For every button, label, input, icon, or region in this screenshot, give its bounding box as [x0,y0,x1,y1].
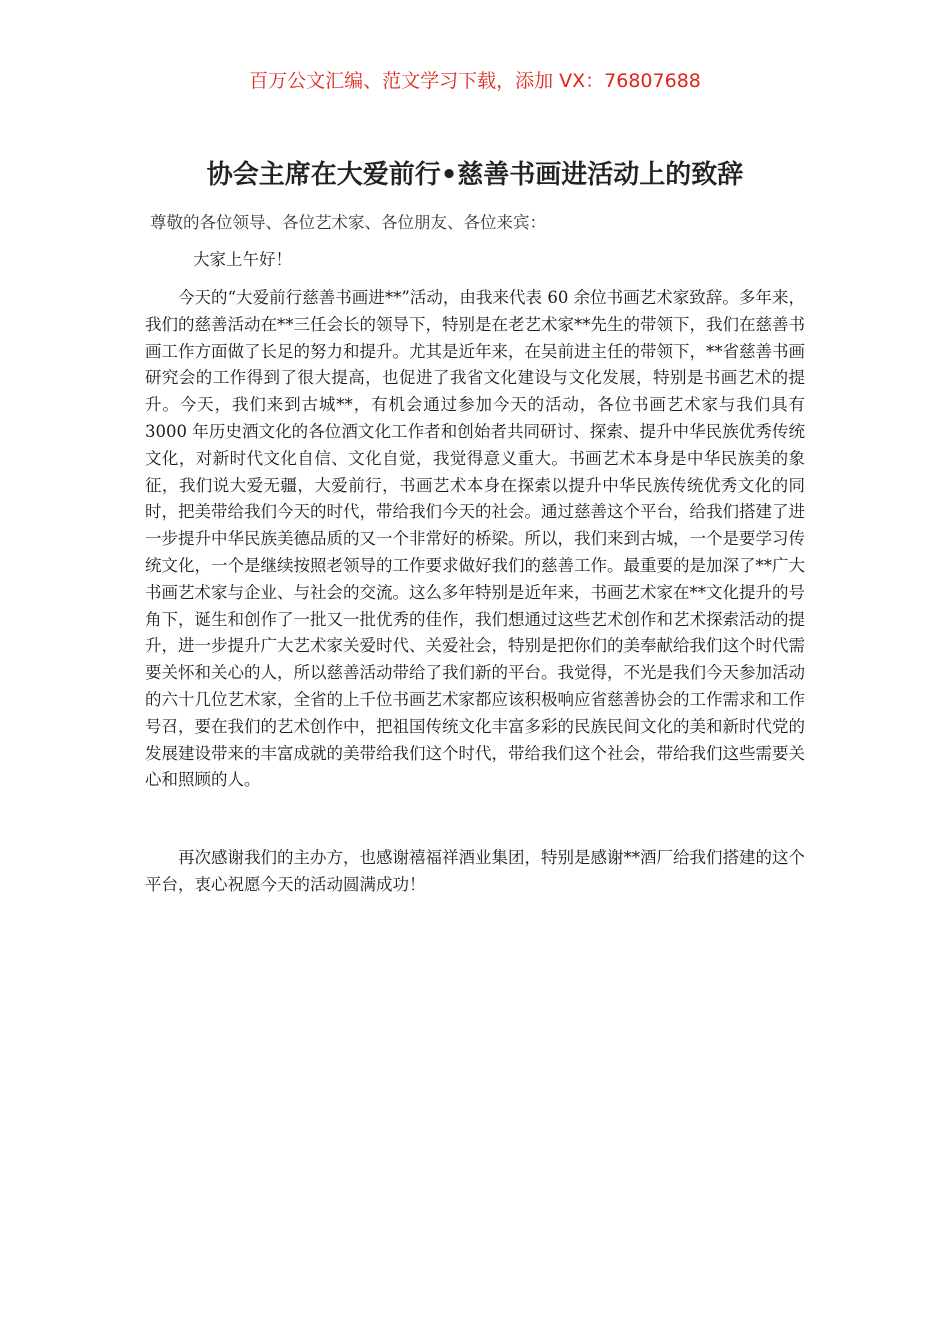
salutation: 尊敬的各位领导、各位艺术家、各位朋友、各位来宾： [150,213,546,232]
body-paragraph: 今天的“大爱前行慈善书画进**”活动，由我来代表 60 余位书画艺术家致辞。多年来，我们的慈善活动在**三任会长的领导下，特别是在老艺术家**先生的带领下，我们在慈善书画工作方面做了长足的努力和提升。尤其是近年来，在吴前进主任的带领下，**省慈善书画研究会的工作得到了很大提高，也促进了我省文化建设与文化发展，特别是书画艺术的提升。今天，我们来到古城**，有机会通过参加今天的活动，各位书画艺术家与我们具有 3000 年历史酒文化的各位酒文化工作者和创始者共同研讨、探索、提升中华民族优秀传统文化，对新时代文化自信、文化自觉，我觉得意义重大。书画艺术本身是中华民族美的象征，我们说大爱无疆，大爱前行，书画艺术本身在探索以提升中华民族传统优秀文化的同时，把美带给我们今天的时代，带给我们今天的社会。通过慈善这个平台，给我们搭建了进一步提升中华民族美德品质的又一个非常好的桥梁。所以，我们来到古城，一个是要学习传统文化，一个是继续按照老领导的工作要求做好我们的慈善工作。最重要的是加深了**广大书画艺术家与企业、与社会的交流。这么多年特别是近年来，书画艺术家在**文化提升的号角下，诞生和创作了一批又一批优秀的佳作，我们想通过这些艺术创作和艺术探索活动的提升，进一步提升广大艺术家关爱时代、关爱社会，特别是把你们的美奉献给我们这个时代需要关怀和关心的人，所以慈善活动带给了我们新的平台。我觉得，不光是我们今天参加活动的六十几位艺术家，全省的上千位书画艺术家都应该积极响应省慈善协会的工作需求和工作号召，要在我们的艺术创作中，把祖国传统文化丰富多彩的民族民间文化的美和新时代党的发展建设带来的丰富成就的美带给我们这个时代，带给我们这个社会，带给我们这些需要关心和照顾的人。 [145,288,805,790]
greeting: 大家上午好！ [193,250,292,269]
closing-paragraph: 再次感谢我们的主办方，也感谢禧福祥酒业集团，特别是感谢**酒厂给我们搭建的这个平台，衷心祝愿今天的活动圆满成功！ [145,848,805,894]
document-title: 协会主席在大爱前行•慈善书画进活动上的致辞 [206,160,744,190]
promo-banner: 百万公文汇编、范文学习下载，添加 VX：76807688 [249,70,701,92]
